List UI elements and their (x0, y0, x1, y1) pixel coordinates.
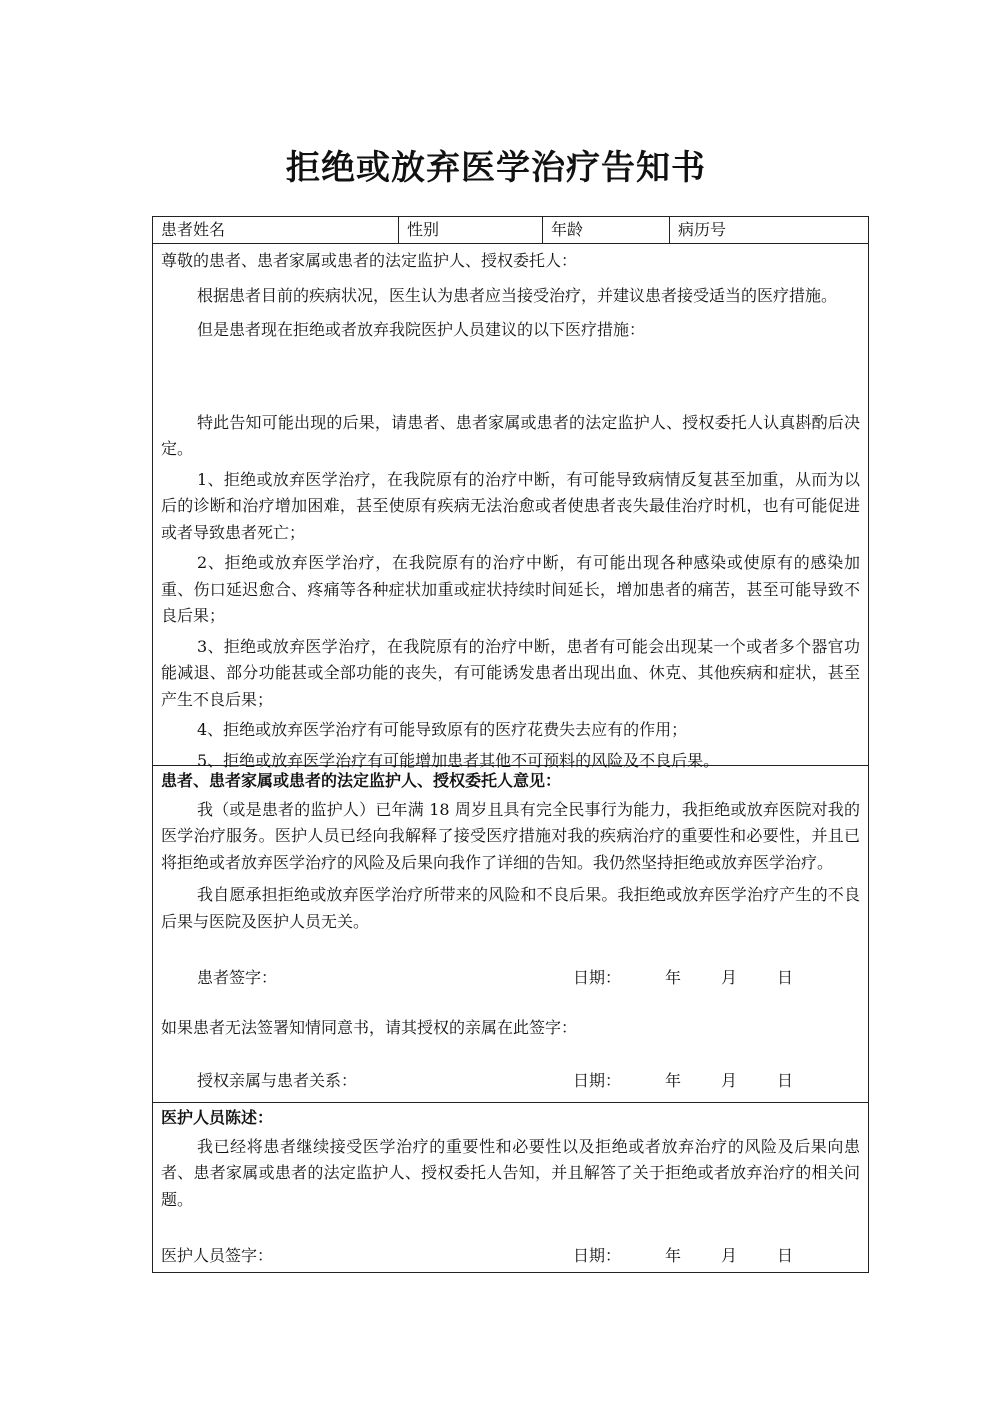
month-label[interactable]: 月 (721, 1246, 738, 1265)
staff-statement-section (153, 1103, 868, 1272)
relative-relationship-label[interactable]: 授权亲属与患者关系： (197, 1070, 358, 1090)
relative-signature-line (161, 1068, 860, 1094)
patient-signature-line (161, 965, 860, 991)
month-label[interactable]: 月 (721, 968, 738, 987)
staff-paragraph-1: 我已经将患者继续接受医学治疗的重要性和必要性以及拒绝或者放弃治疗的风险及后果向患者、患者家属或患者的法定监护人、授权委托人告知，并且解答了关于拒绝或者放弃治疗的相关问题。 (161, 1136, 860, 1209)
opinion-paragraph-1: 我（或是患者的监护人）已年满 18 周岁且具有完全民事行为能力，我拒绝或放弃医院对我的医学治疗服务。医护人员已经向我解释了接受医疗措施对我的疾病治疗的重要性和必要性，并且已将拒绝或者放弃医学治疗的风险及后果向我作了详细的告知。我仍然坚持拒绝或放弃医学治疗。 (161, 799, 860, 872)
declined-measures-blank[interactable] (161, 344, 860, 410)
salutation: 尊敬的患者、患者家属或患者的法定监护人、授权委托人： (161, 251, 578, 270)
day-label[interactable]: 日 (777, 968, 794, 987)
patient-signature-label[interactable]: 患者签字： (197, 968, 278, 987)
opinion-paragraph-2: 我自愿承担拒绝或放弃医学治疗所带来的风险和不良后果。我拒绝或放弃医学治疗产生的不良后果与医院及医护人员无关。 (161, 885, 860, 931)
consequence-item-2: 2、拒绝或放弃医学治疗，在我院原有的治疗中断，有可能出现各种感染或使原有的感染加重、伤口延迟愈合、疼痛等各种症状加重或症状持续时间延长，增加患者的痛苦，甚至可能导致不良后果； (161, 553, 860, 625)
notice-paragraph-1: 根据患者目前的疾病状况，医生认为患者应当接受治疗，并建议患者接受适当的医疗措施。 (197, 285, 838, 305)
staff-heading: 医护人员陈述： (161, 1108, 274, 1127)
year-label[interactable]: 年 (665, 968, 682, 987)
month-label[interactable]: 月 (721, 1070, 738, 1090)
year-label[interactable]: 年 (665, 1070, 682, 1090)
consequence-item-5: 5、拒绝或放弃医学治疗有可能增加患者其他不可预料的风险及不良后果。 (197, 750, 720, 770)
year-label[interactable]: 年 (665, 1246, 682, 1265)
consequence-item-4: 4、拒绝或放弃医学治疗有可能导致原有的医疗花费失去应有的作用； (197, 720, 688, 739)
staff-signature-label[interactable]: 医护人员签字： (161, 1246, 274, 1265)
consequence-item-1: 1、拒绝或放弃医学治疗，在我院原有的治疗中断，有可能导致病情反复甚至加重，从而为以后的诊断和治疗增加困难，甚至使原有疾病无法治愈或者使患者丧失最佳治疗时机，也有可能促进或者导致患者死亡； (161, 469, 860, 542)
notice-paragraph-2: 但是患者现在拒绝或者放弃我院医护人员建议的以下医疗措施： (197, 320, 646, 339)
date-label: 日期： (573, 1246, 622, 1265)
day-label[interactable]: 日 (777, 1246, 794, 1265)
consequence-item-3: 3、拒绝或放弃医学治疗，在我院原有的治疗中断，患者有可能会出现某一个或者多个器官功能减退、部分功能甚或全部功能的丧失，有可能诱发患者出现出血、休克、其他疾病和症状，甚至产生不良后果； (161, 636, 860, 709)
gender-field[interactable]: 性别 (399, 217, 543, 243)
notice-section (153, 244, 868, 770)
document-title: 拒绝或放弃医学治疗告知书 (286, 148, 706, 188)
notice-paragraph-3: 特此告知可能出现的后果，请患者、患者家属或患者的法定监护人、授权委托人认真斟酌后决定。 (161, 412, 860, 458)
date-label: 日期： (573, 1070, 622, 1090)
opinion-heading: 患者、患者家属或患者的法定监护人、授权委托人意见： (161, 771, 562, 790)
date-label: 日期： (573, 968, 622, 987)
record-number-field[interactable]: 病历号 (678, 220, 727, 239)
relative-signature-note: 如果患者无法签署知情同意书，请其授权的亲属在此签字： (161, 1018, 578, 1037)
staff-signature-line (161, 1243, 860, 1269)
day-label[interactable]: 日 (777, 1070, 794, 1090)
consent-form-table (152, 216, 869, 1273)
patient-info-row (153, 217, 868, 244)
age-field[interactable]: 年龄 (543, 217, 670, 243)
patient-opinion-section (153, 766, 868, 1103)
patient-name-field[interactable]: 患者姓名 (153, 217, 399, 243)
